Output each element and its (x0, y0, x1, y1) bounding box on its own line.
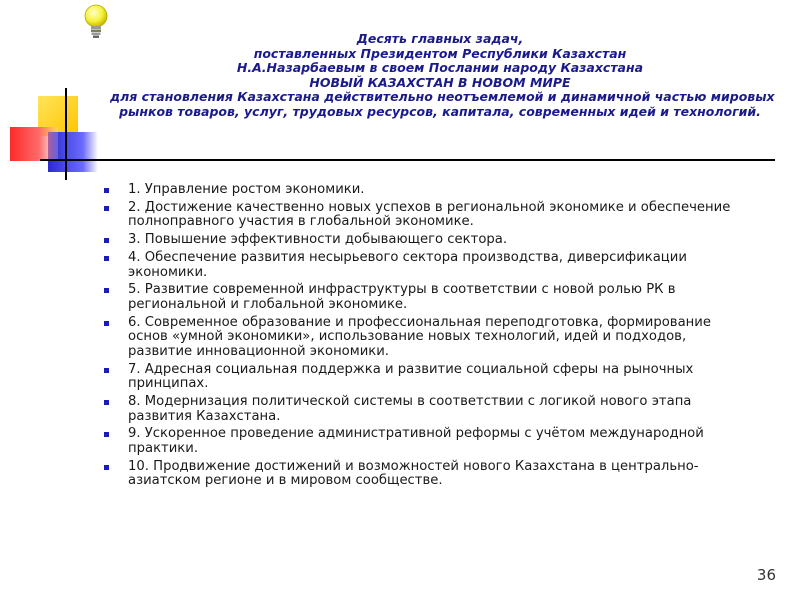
list-item-text: 3. Повышение эффективности добывающего сектора. (128, 232, 508, 248)
slide-title (110, 31, 775, 120)
title-line: рынков товаров, услуг, трудовых ресурсов, капитала, современных идей и технологий. (119, 103, 761, 119)
title-line: НОВЫЙ КАЗАХСТАН В НОВОМ МИРЕ (309, 74, 571, 90)
bullet-icon (104, 256, 109, 261)
list-item-text: 4. Обеспечение развития несырьевого сектора производства, диверсификации экономики. (128, 249, 687, 280)
title-divider-line (40, 159, 775, 161)
title-line: Н.А.Назарбаевым в своем Послании народу Казахстана (236, 60, 644, 76)
title-line: Десять главных задач, (356, 31, 524, 46)
lightbulb-icon (80, 2, 112, 40)
list-item (104, 251, 744, 280)
bullet-icon (104, 465, 109, 470)
list-item-text: 9. Ускоренное проведение административной реформы с учётом международной практики. (128, 426, 704, 456)
tasks-list (104, 183, 744, 492)
title-line: для становления Казахстана действительно неотъемлемой и динамичной частью мировых (110, 89, 775, 105)
list-item (104, 395, 744, 424)
list-item (104, 201, 744, 230)
title-line: поставленных Президентом Республики Казахстан (253, 45, 627, 61)
bullet-icon (104, 321, 109, 326)
list-item (104, 363, 744, 392)
bullet-icon (104, 238, 109, 243)
list-item-text: 7. Адресная социальная поддержка и развитие социальной сферы на рыночных принципах. (128, 361, 694, 392)
bullet-icon (104, 288, 109, 293)
deco-vertical-line (65, 88, 67, 180)
page-number: 36 (756, 566, 776, 584)
list-item-text: 6. Современное образование и профессиональная переподготовка, формирование основ «умной экономики», использование новых технологий, идей и подходов, развитие инновационной экономики. (128, 314, 711, 359)
list-item (104, 233, 744, 248)
list-item (104, 283, 744, 312)
list-item-text: 2. Достижение качественно новых успехов в региональной экономике и обеспечение полноправного участия в глобальной экономике. (128, 199, 731, 230)
list-item-text: 8. Модернизация политической системы в соответствии с логикой нового этапа развития Казахстана. (128, 394, 692, 424)
list-item (104, 460, 744, 489)
deco-red-square (10, 127, 58, 161)
bullet-icon (104, 432, 109, 437)
list-item-text: 1. Управление ростом экономики. (128, 182, 365, 197)
list-item (104, 316, 744, 360)
bullet-icon (104, 400, 109, 405)
bullet-icon (104, 188, 109, 193)
bullet-icon (104, 206, 109, 211)
bullet-icon (104, 368, 109, 373)
list-item (104, 183, 744, 198)
list-item-text: 5. Развитие современной инфраструктуры в соответствии с новой ролью РК в региональной и глобальной экономике. (128, 282, 676, 312)
list-item-text: 10. Продвижение достижений и возможностей нового Казахстана в центрально-азиатском регионе и в мировом сообществе. (128, 458, 699, 489)
list-item (104, 427, 744, 456)
